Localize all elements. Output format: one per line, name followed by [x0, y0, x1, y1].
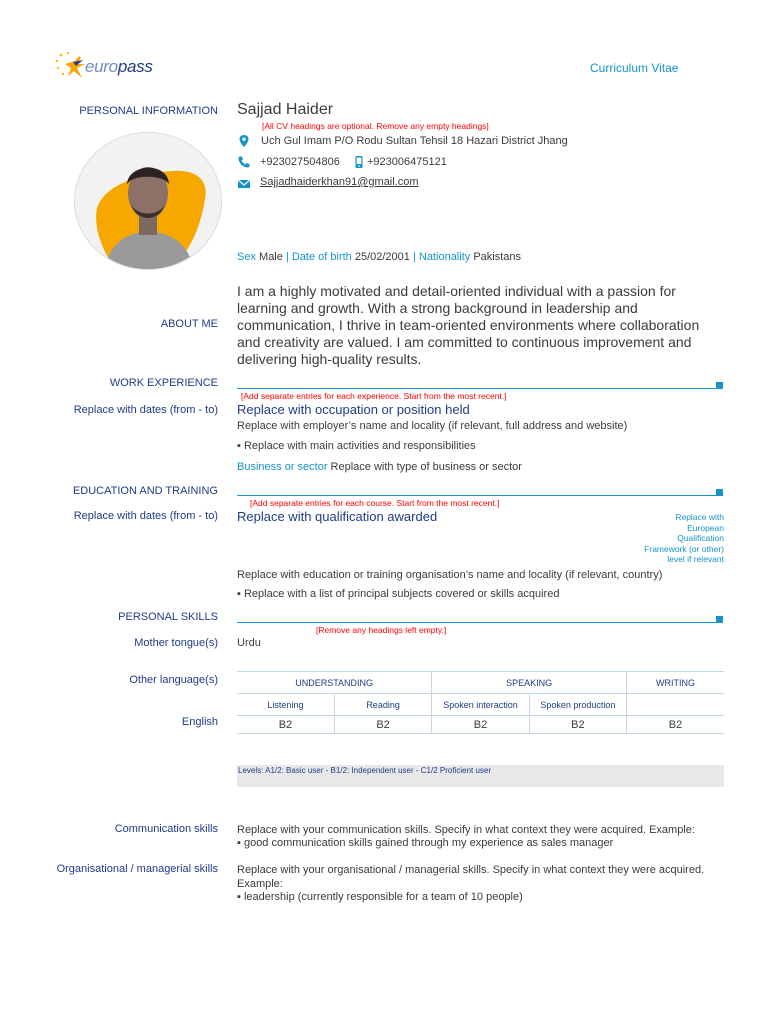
- listening-header: Listening: [237, 694, 334, 716]
- education-label: EDUCATION AND TRAINING: [72, 485, 218, 497]
- writing-level: B2: [627, 716, 724, 734]
- education-organisation: Replace with education or training organisation’s name and locality (if relevant, country): [237, 569, 663, 581]
- other-languages-label: Other language(s): [129, 674, 218, 686]
- headings-note: [All CV headings are optional. Remove any empty headings]: [262, 121, 489, 131]
- spoken-interaction-header: Spoken interaction: [432, 694, 529, 716]
- skills-note: [Remove any headings left empty.]: [316, 625, 447, 635]
- table-subheader-row: [237, 694, 724, 716]
- candidate-name: Sajjad Haider: [237, 101, 334, 118]
- work-experience-label: WORK EXPERIENCE: [109, 377, 218, 389]
- logo-text: europass: [85, 57, 153, 76]
- eqf-line: Replace with: [675, 512, 724, 522]
- work-employer: Replace with employer’s name and locality (if relevant, full address and website): [237, 420, 628, 432]
- document-title: Curriculum Vitae: [590, 61, 679, 75]
- about-me-label: ABOUT ME: [160, 318, 218, 330]
- work-note: [Add separate entries for each experience. Start from the most recent.]: [241, 391, 507, 401]
- communication-skills-text: [237, 824, 695, 850]
- writing-subheader: [627, 694, 724, 716]
- work-activities: ▪ Replace with main activities and responsibilities: [237, 440, 476, 452]
- personal-skills-label: PERSONAL SKILLS: [118, 611, 218, 623]
- table-bottom-line: [237, 733, 724, 734]
- telephone-icon: [237, 155, 251, 169]
- table-row: [237, 716, 724, 734]
- eqf-level: [644, 512, 724, 565]
- about-line: learning and growth. With a strong background in leadership and: [237, 300, 638, 316]
- spoken-interaction-level: B2: [432, 716, 529, 734]
- levels-legend: [237, 765, 724, 787]
- understanding-header: UNDERSTANDING: [237, 672, 432, 694]
- email-envelope-icon: [237, 177, 251, 191]
- section-divider: [237, 622, 723, 623]
- about-me-text: [237, 283, 699, 368]
- work-dates: Replace with dates (from - to): [73, 404, 218, 416]
- sex-label: Sex: [237, 251, 256, 263]
- writing-header: WRITING: [627, 672, 724, 694]
- nationality-label: Nationality: [418, 251, 471, 263]
- separator: |: [412, 251, 416, 263]
- listening-level: B2: [278, 718, 293, 731]
- levels-text: Levels: A1/2: Basic user - B1/2: Independent user - C1/2 Proficient user: [238, 766, 492, 775]
- europass-logo: [55, 52, 165, 82]
- spoken-production-header: Spoken production: [529, 694, 626, 716]
- phone-number[interactable]: +923027504806: [260, 156, 340, 168]
- communication-line: ▪ good communication skills gained through my experience as sales manager: [237, 837, 614, 849]
- language-name: English: [181, 716, 218, 728]
- eqf-line: Qualification: [677, 533, 724, 543]
- education-subjects: ▪ Replace with a list of principal subjects covered or skills acquired: [237, 588, 560, 600]
- email-link[interactable]: Sajjadhaiderkhan91@gmail.com: [260, 176, 419, 188]
- sector-value: Replace with type of business or sector: [330, 461, 522, 473]
- education-qualification: Replace with qualification awarded: [237, 509, 438, 524]
- nationality-value: Pakistans: [473, 251, 522, 263]
- about-line: and creativity are valued. I am committed to continuous improvement and: [237, 334, 692, 350]
- education-dates: Replace with dates (from - to): [73, 510, 218, 522]
- section-divider: [237, 388, 723, 389]
- communication-skills-label: Communication skills: [114, 823, 218, 835]
- organisational-skills-text: [237, 864, 704, 905]
- personal-information-label: PERSONAL INFORMATION: [79, 105, 218, 117]
- spoken-production-level: B2: [529, 716, 626, 734]
- communication-line: Replace with your communication skills. Specify in what context they were acquired. Example:: [237, 824, 695, 836]
- mother-tongue-label: Mother tongue(s): [134, 637, 218, 649]
- date-of-birth-label: Date of birth: [291, 251, 352, 263]
- profile-photo: [75, 133, 221, 269]
- section-divider-marker: [716, 616, 723, 623]
- sex-value: Male: [259, 251, 283, 263]
- speaking-header: SPEAKING: [432, 672, 627, 694]
- mobile-phone-icon: [352, 155, 366, 169]
- mother-tongue-value: Urdu: [237, 637, 261, 649]
- work-position: Replace with occupation or position held: [237, 402, 470, 417]
- organisational-line: ▪ leadership (currently responsible for a team of 10 people): [237, 891, 523, 903]
- organisational-line: Replace with your organisational / managerial skills. Specify in what context they were acquired.: [237, 864, 705, 876]
- reading-level: B2: [334, 716, 431, 734]
- address-text: Uch Gul Imam P/O Rodu Sultan Tehsil 18 Hazari District Jhang: [261, 135, 568, 147]
- reading-header: Reading: [334, 694, 431, 716]
- about-line: I am a highly motivated and detail-oriented individual with a passion for: [237, 283, 676, 299]
- eqf-line: Framework (or other): [644, 543, 724, 554]
- personal-details-line: [237, 251, 521, 263]
- eqf-line: level if relevant: [667, 554, 724, 564]
- date-of-birth-value: 25/02/2001: [354, 251, 410, 263]
- eqf-line: European: [687, 522, 724, 533]
- section-divider-marker: [716, 382, 723, 389]
- mobile-number[interactable]: +923006475121: [367, 156, 447, 168]
- section-divider-marker: [716, 489, 723, 496]
- organisational-line: Example:: [237, 877, 283, 890]
- education-note: [Add separate entries for each course. Start from the most recent.]: [250, 498, 500, 508]
- about-line: communication, I thrive in team-oriented environments where collaboration: [237, 317, 700, 333]
- section-divider: [237, 495, 723, 496]
- separator: |: [285, 251, 289, 263]
- about-line: delivering high-quality results.: [237, 351, 422, 367]
- organisational-skills-label: Organisational / managerial skills: [56, 863, 218, 875]
- language-skills-table: [237, 671, 724, 733]
- table-header-row: [237, 672, 724, 694]
- work-sector-line: [237, 461, 522, 473]
- location-pin-icon: [237, 134, 251, 148]
- sector-label: Business or sector: [237, 461, 328, 473]
